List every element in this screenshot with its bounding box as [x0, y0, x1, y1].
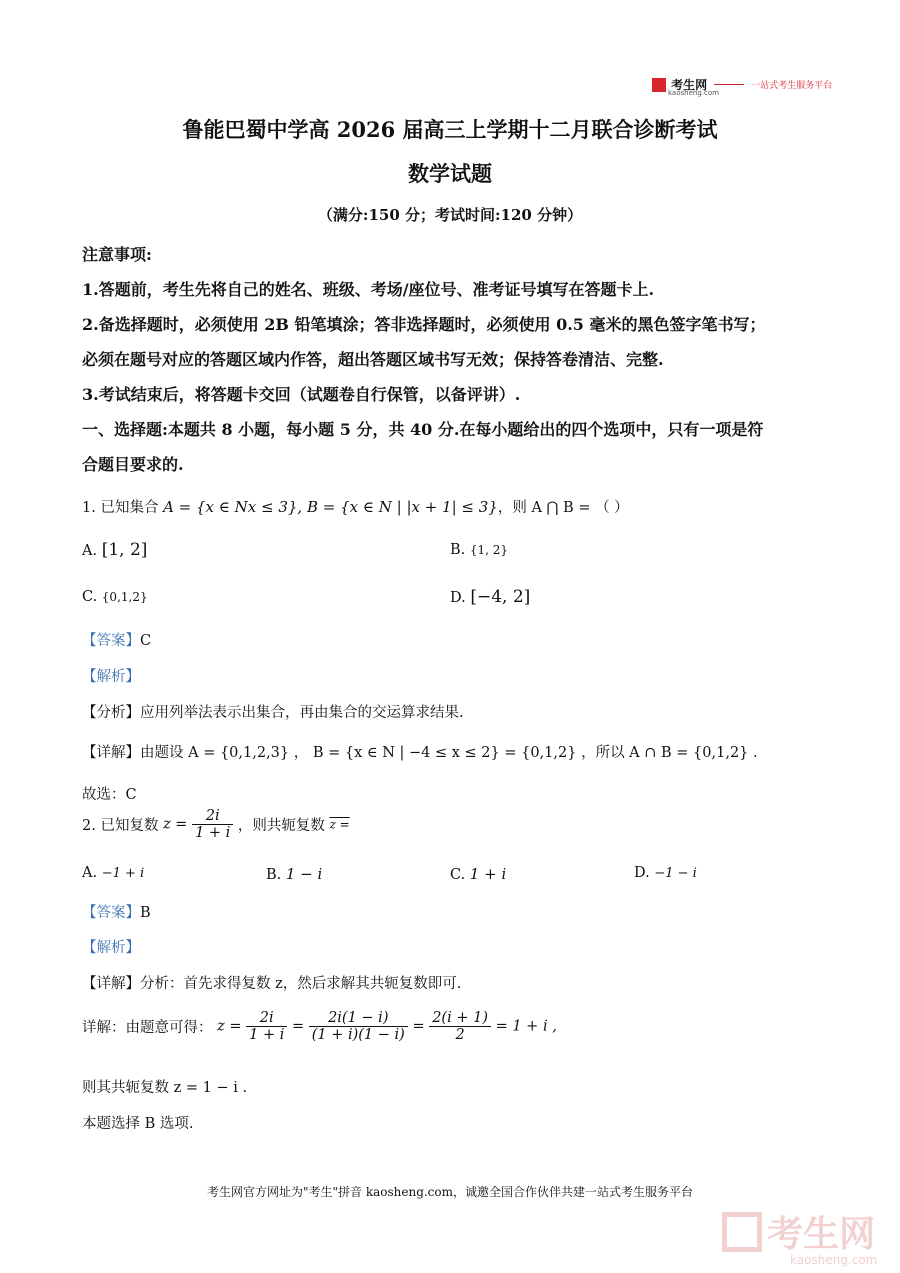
q1-answer — [82, 629, 151, 650]
q1-option-a-value: [1, 2] — [101, 540, 148, 560]
page-title: 鲁能巴蜀中学高 2026 届高三上学期十二月联合诊断考试 — [182, 117, 718, 142]
q1-answer-tag: 【答案】 — [82, 633, 140, 649]
q1-option-b-value: {1, 2} — [469, 543, 509, 557]
q1-fenxi: 【分析】应用列举法表示出集合，再由集合的交运算求结果. — [82, 705, 464, 721]
notice-item-2b: 必须在题号对应的答题区域内作答，超出答题区域书写无效；保持答卷清洁、完整. — [82, 350, 664, 369]
q1-detail: 【详解】由题设 A = {0,1,2,3} ， B = {x ∈ N | −4 ≤ x ≤ 2} = {0,1,2} ，所以 A ∩ B = {0,1,2} . — [82, 745, 758, 761]
q2-option-d: D. −1 − i — [634, 865, 697, 881]
q2-work: 详解：由题意可得： z = $\frac{2i}{1 + i}$ = $\frac{2i(1 - i)}{(1 + i)(1 - i)}$ = $\frac{2(i + 1)}{2}$ = 1 + i , — [82, 1010, 557, 1043]
q2-zbar: z = — [329, 817, 350, 832]
q1-choice: 故选：C — [82, 787, 137, 803]
q2-pick: 本题选择 B 选项. — [82, 1116, 194, 1132]
notice-item-3: 3.考试结束后，将答题卡交回（试题卷自行保管，以备评讲）. — [82, 385, 521, 404]
logo-slogan: 一站式考生服务平台 — [751, 81, 833, 91]
section-heading-2: 合题目要求的. — [82, 455, 184, 474]
footer-text: 考生网官方网址为"考生"拼音 kaosheng.com，诚邀全国合作伙伴共建一站式考生服务平台 — [206, 1185, 694, 1199]
notice-heading: 注意事项: — [82, 245, 152, 264]
q2-detail: 【详解】分析：首先求得复数 z，然后求解其共轭复数即可. — [82, 976, 462, 992]
exam-meta: （满分:150 分；考试时间:120 分钟） — [317, 206, 583, 224]
q1-option-d: D. [−4, 2] — [450, 587, 531, 607]
q2-option-c: C. 1 + i — [450, 865, 507, 883]
q2-stem: 2. 已知复数 z = $\frac{2i}{1 + i}$ ，则共轭复数 z = — [82, 808, 350, 841]
q1-option-c-value: {0,1,2} — [101, 590, 148, 604]
q1-stem — [82, 496, 629, 517]
q1-ask: ，则 A ⋂ B = （ ） — [497, 500, 629, 516]
q2-analysis-tag: 【解析】 — [82, 940, 140, 956]
q1-analysis-tag: 【解析】 — [82, 669, 140, 685]
watermark-brand: 考生网 — [767, 1214, 876, 1255]
watermark — [722, 1206, 875, 1257]
q1-option-d-value: [−4, 2] — [470, 587, 531, 607]
page-subtitle: 数学试题 — [408, 161, 492, 186]
logo-icon — [652, 78, 666, 92]
notice-item-2a: 2.备选择题时，必须使用 2B 铅笔填涂；答非选择题时，必须使用 0.5 毫米的黑色签字笔书写； — [82, 315, 766, 334]
section-heading-1: 一、选择题:本题共 8 小题，每小题 5 分，共 40 分.在每小题给出的四个选项中，只有一项是符 — [82, 420, 764, 439]
watermark-logo-icon — [722, 1212, 762, 1252]
notice-item-1: 1.答题前，考生先将自己的姓名、班级、考场/座位号、准考证号填写在答题卡上. — [82, 280, 655, 299]
q1-set-b: , B = {x ∈ N | |x + 1| ≤ 3} — [297, 498, 498, 516]
q1-option-a: A. [1, 2] — [82, 540, 148, 560]
watermark-domain: kaosheng.com — [790, 1253, 878, 1267]
q1-option-b: B. {1, 2} — [450, 542, 509, 558]
logo-brand: 考生网 — [671, 78, 708, 92]
q1-set-a: A = {x ∈ Nx ≤ 3} — [163, 498, 298, 516]
q1-option-c: C. {0,1,2} — [82, 589, 148, 605]
q2-answer: 【答案】B — [82, 905, 151, 921]
q1-answer-value: C — [140, 633, 152, 649]
q1-prefix: 1. 已知集合 — [82, 500, 159, 516]
q2-conjugate: 则其共轭复数 z = 1 − i . — [82, 1080, 248, 1096]
q2-option-a: A. −1 + i — [82, 865, 145, 881]
q2-fraction: $\frac{2i}{1 + i}$ — [192, 808, 233, 841]
logo-domain: kaosheng.com — [668, 89, 719, 97]
q2-option-b: B. 1 − i — [266, 865, 323, 883]
